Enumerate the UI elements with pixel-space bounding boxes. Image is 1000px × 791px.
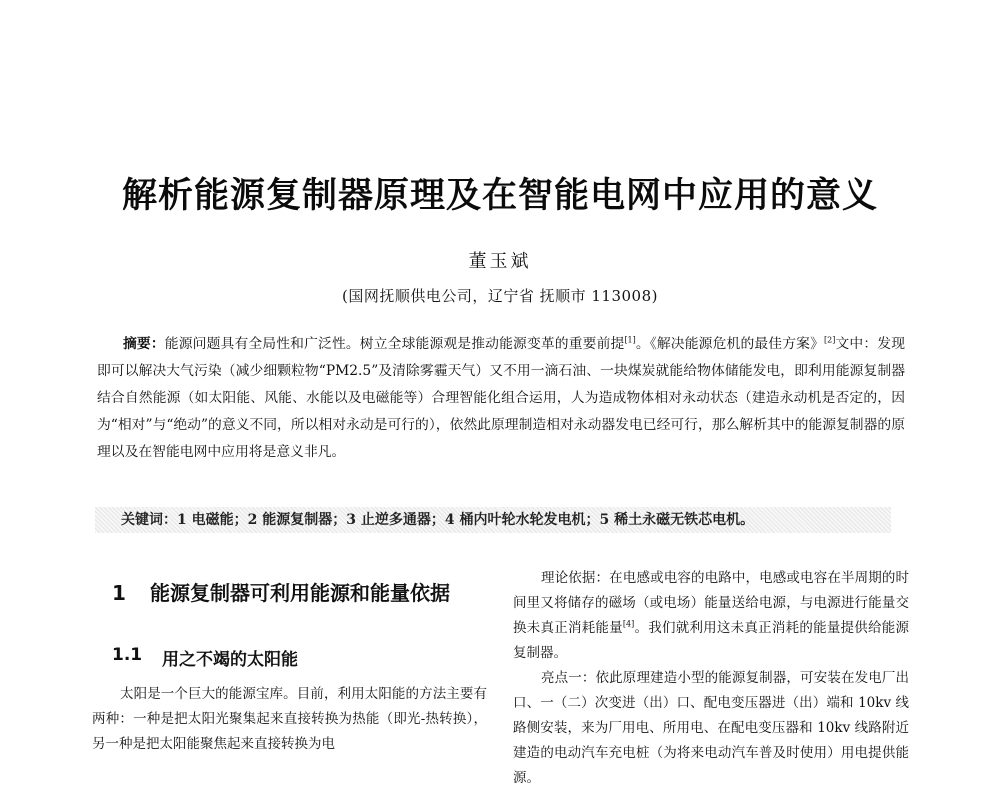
section-heading-1 [92, 575, 487, 611]
subsection-heading-1-1 [92, 645, 487, 670]
citation-ref: [4] [622, 619, 635, 629]
citation-ref: [2] [824, 335, 836, 345]
paragraph-text: 。我们就利用这未真正消耗的能量提供给能源复制器。 [513, 620, 910, 661]
subsection-title: 用之不竭的太阳能 [162, 650, 298, 670]
body-paragraph-highlight: 亮点一：依此原理建造小型的能源复制器，可安装在发电厂出口、一（二）次变进（出）口、配电变压器进（出）端和 10kv 线路侧安装，来为厂用电、所用电、在配电变压器和 10kv 线路附近建造的电动汽车充电桩（为将来电动汽车普及时使用）用电提供能源。 [513, 670, 909, 786]
abstract-text-c: 文中：发现即可以解决大气污染（减少细颗粒物“PM2.5”及清除雾霾天气）又不用一滴石油、一块煤炭就能给物体储能发电，即利用能源复制器结合自然能源（如太阳能、风能、水能以及电磁能等）合理智能化组合运用，人为造成物体相对永动状态（建造永动机是否定的，因为“相对”与“绝动”的意义不同，所以相对永动是可行的），依然此原理制造相对永动器发电已经可行，那么解析其中的能源复制器的原理以及在智能电网中应用将是意义非凡。 [97, 336, 906, 460]
paper-title: 解析能源复制器原理及在智能电网中应用的意义 [121, 176, 878, 216]
abstract [97, 331, 905, 466]
right-column [513, 566, 909, 791]
abstract-label: 摘要： [123, 336, 165, 352]
abstract-text-b: 。《解决能源危机的最佳方案》 [635, 336, 825, 352]
citation-ref: [1] [624, 335, 636, 345]
left-column [92, 575, 487, 757]
section-number: 1 [112, 581, 126, 605]
subsection-number: 1.1 [112, 645, 143, 665]
paragraph-text: 理论依据：在电感或电容的电路中，电感或电容在半周期的时间里又将储存的磁场（或电场）能量送给电源，与电源进行能量交换未真正消耗能量 [513, 570, 909, 636]
section-title: 能源复制器可利用能源和能量依据 [150, 581, 450, 605]
author-affiliation: (国网抚顺供电公司，辽宁省 抚顺市 113008) [341, 287, 658, 305]
abstract-text-a: 能源问题具有全局性和广泛性。树立全球能源观是推动能源变革的重要前提 [164, 336, 625, 352]
body-paragraph-theory [513, 566, 909, 666]
keywords: 关键词：1 电磁能；2 能源复制器；3 止逆多通器；4 桶内叶轮水轮发电机；5 稀土永磁无铁芯电机。 [95, 507, 891, 533]
body-paragraph: 太阳是一个巨大的能源宝库。目前，利用太阳能的方法主要有两种：一种是把太阳光聚集起来直接转换为热能（即光-热转换），另一种是把太阳能聚焦起来直接转换为电 [92, 686, 487, 752]
author-name: 董玉斌 [468, 251, 532, 272]
